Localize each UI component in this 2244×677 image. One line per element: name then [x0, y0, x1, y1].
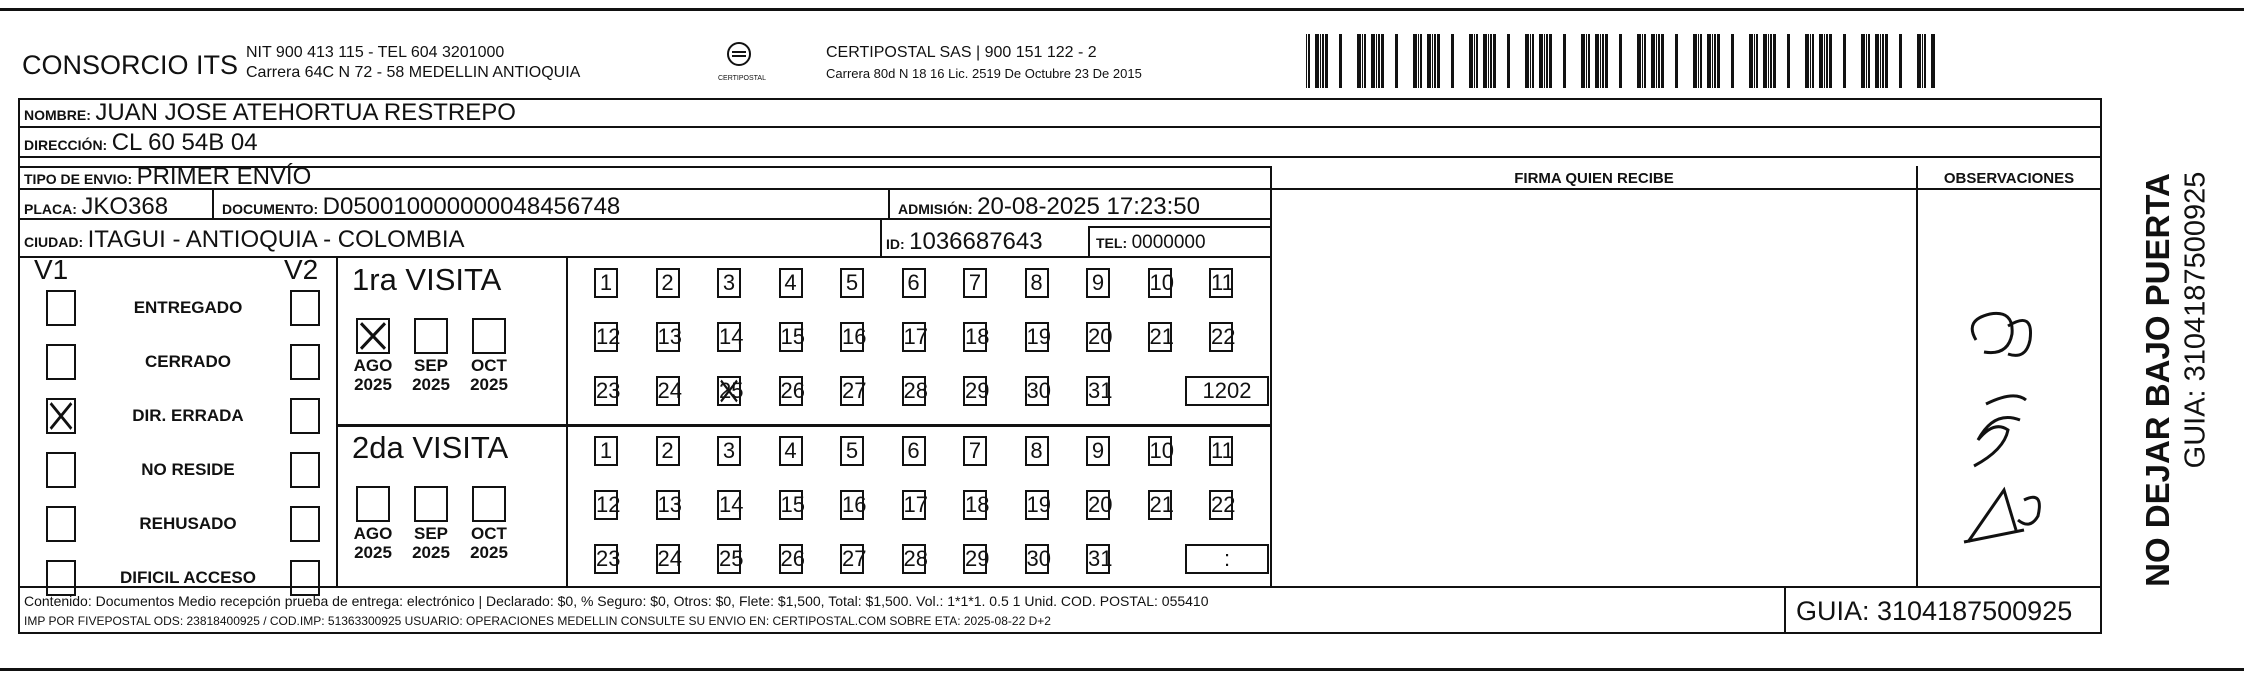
barcode-bar [1549, 34, 1552, 88]
day-checkbox[interactable]: 26 [779, 376, 803, 406]
barcode-bar [1469, 34, 1473, 88]
barcode-bar [1875, 34, 1879, 88]
month-label [464, 356, 514, 394]
barcode-bar [1749, 34, 1753, 88]
barcode-bar [1588, 34, 1590, 88]
barcode-bar [1493, 34, 1496, 88]
day-checkbox[interactable]: 30 [1025, 544, 1049, 574]
barcode-bar [1413, 34, 1417, 88]
day-checkbox[interactable]: 3 [717, 436, 741, 466]
day-checkbox[interactable]: 13 [656, 490, 680, 520]
day-checkbox[interactable]: 27 [840, 376, 864, 406]
v2-checkbox[interactable] [290, 506, 320, 542]
day-checkbox[interactable]: 13 [656, 322, 680, 352]
v2-label: V2 [284, 254, 319, 285]
day-checkbox[interactable]: 27 [840, 544, 864, 574]
day-checkbox[interactable]: 25 [717, 376, 741, 406]
day-checkbox[interactable]: 21 [1148, 322, 1172, 352]
barcode-bar [1378, 34, 1380, 88]
barcode-bar [1308, 34, 1310, 88]
tel-row [1096, 232, 1206, 254]
name-row [24, 99, 516, 127]
day-checkbox[interactable]: 17 [902, 490, 926, 520]
month-checkbox[interactable] [356, 486, 390, 522]
company-address: Carrera 64C N 72 - 58 MEDELLIN ANTIOQUIA [246, 64, 581, 81]
shipment-type: PRIMER ENVÍO [136, 163, 312, 190]
barcode-bar [1787, 34, 1790, 88]
barcode-bar [1773, 34, 1776, 88]
v2-checkbox[interactable] [290, 560, 320, 596]
footer-print-info: IMP POR FIVEPOSTAL ODS: 23818400925 / COD.IMP: 51363300925 USUARIO: OPERACIONES MEDELLIN CONSULTE SU ENVIO EN: CERTIPOSTAL.COM SOBRE ETA: 2025-08-22 D+2 [24, 614, 1051, 628]
barcode-bar [1364, 34, 1366, 88]
barcode-bar [1434, 34, 1436, 88]
day-checkbox[interactable]: 18 [963, 322, 987, 352]
barcode-bar [1885, 34, 1888, 88]
id-value: 1036687643 [909, 228, 1043, 255]
address-label: DIRECCIÓN: [24, 137, 108, 153]
month-year: 2025 [354, 543, 392, 562]
day-checkbox[interactable]: 5 [840, 436, 864, 466]
day-checkbox[interactable]: 16 [840, 490, 864, 520]
day-checkbox[interactable]: 14 [717, 322, 741, 352]
month-checkbox[interactable] [414, 318, 448, 354]
barcode-bar [1362, 34, 1363, 88]
barcode-bar [1880, 34, 1881, 88]
day-checkbox[interactable]: 16 [840, 322, 864, 352]
barcode-bar [1619, 34, 1622, 88]
name-label: NOMBRE: [24, 107, 91, 123]
status-label: ENTREGADO [133, 298, 243, 317]
barcode-bar [1600, 34, 1601, 88]
status-label: DIR. ERRADA [132, 406, 244, 425]
barcode-bar [1581, 34, 1585, 88]
signature-header: FIRMA QUIEN RECIBE [1514, 170, 1674, 187]
company-name: CONSORCIO ITS [22, 50, 239, 80]
barcode-bar [1693, 34, 1697, 88]
barcode-bar [1605, 34, 1608, 88]
day-checkbox[interactable]: 14 [717, 490, 741, 520]
barcode-bar [1922, 34, 1923, 88]
barcode-bar [1812, 34, 1814, 88]
carrier-license: Carrera 80d N 18 16 Lic. 2519 De Octubre 23 De 2015 [826, 66, 1142, 81]
v1-checkbox[interactable] [46, 344, 76, 380]
visit-time-field[interactable]: : [1185, 544, 1269, 574]
barcode-bar [1322, 34, 1324, 88]
day-checkbox[interactable]: 5 [840, 268, 864, 298]
day-checkbox[interactable]: 24 [656, 376, 680, 406]
barcode-bar [1866, 34, 1867, 88]
barcode-bar [1656, 34, 1657, 88]
day-checkbox[interactable]: 23 [594, 376, 618, 406]
day-checkbox[interactable]: 15 [779, 490, 803, 520]
barcode-bar [1924, 34, 1926, 88]
day-checkbox[interactable]: 28 [902, 376, 926, 406]
day-checkbox[interactable]: 8 [1025, 268, 1049, 298]
barcode-bar [1658, 34, 1660, 88]
shipment-type-row [24, 163, 311, 191]
day-checkbox[interactable]: 15 [779, 322, 803, 352]
month-checkbox[interactable] [414, 486, 448, 522]
month-label [348, 356, 398, 394]
footer-contents: Contenido: Documentos Medio recepción prueba de entrega: electrónico | Declarado: $0, % Seguro: $0, Otros: $0, Flete: $1,500, Total: $1,500. Vol.: 1*1*1. 0.5 1 Unid. COD. POSTAL: 055410 [24, 593, 1209, 609]
barcode-bar [1899, 34, 1902, 88]
barcode-bar [1700, 34, 1702, 88]
barcode-bar [1824, 34, 1825, 88]
barcode [1306, 34, 1938, 88]
day-checkbox[interactable]: 26 [779, 544, 803, 574]
barcode-bar [1819, 34, 1823, 88]
plate-label: PLACA: [24, 201, 77, 217]
day-checkbox[interactable]: 6 [902, 436, 926, 466]
barcode-bar [1451, 34, 1454, 88]
day-checkbox[interactable]: 12 [594, 322, 618, 352]
day-checkbox[interactable]: 6 [902, 268, 926, 298]
month-name: SEP [413, 524, 449, 543]
recipient-name: JUAN JOSE ATEHORTUA RESTREPO [95, 99, 516, 126]
day-checkbox[interactable]: 30 [1025, 376, 1049, 406]
barcode-bar [1917, 34, 1921, 88]
barcode-bar [1532, 34, 1534, 88]
city-row [24, 226, 465, 254]
month-label [406, 524, 456, 562]
day-checkbox[interactable]: 22 [1209, 490, 1233, 520]
v1-checkbox[interactable] [46, 560, 76, 596]
barcode-bar [1357, 34, 1361, 88]
x-mark [358, 320, 388, 352]
day-checkbox[interactable]: 20 [1086, 322, 1110, 352]
barcode-bar [1325, 34, 1328, 88]
barcode-bar [1602, 34, 1604, 88]
barcode-bar [1530, 34, 1531, 88]
v1-checkbox[interactable] [46, 506, 76, 542]
barcode-bar [1376, 34, 1377, 88]
barcode-bar [1810, 34, 1811, 88]
barcode-bar [1731, 34, 1734, 88]
barcode-bar [1712, 34, 1713, 88]
v2-checkbox[interactable] [290, 398, 320, 434]
barcode-bar [1931, 34, 1935, 88]
month-year: 2025 [470, 375, 508, 394]
barcode-bar [1427, 34, 1431, 88]
day-checkbox[interactable]: 18 [963, 490, 987, 520]
status-label: CERRADO [145, 352, 231, 371]
tel-label: TEL: [1096, 235, 1128, 251]
company-nit: NIT 900 413 115 - TEL 604 3201000 [246, 44, 505, 61]
day-checkbox[interactable]: 4 [779, 268, 803, 298]
month-name: AGO [353, 356, 393, 375]
v2-checkbox[interactable] [290, 290, 320, 326]
barcode-bar [1339, 34, 1342, 88]
status-label: REHUSADO [139, 514, 237, 533]
admission-row [898, 193, 1200, 221]
day-checkbox[interactable]: 29 [963, 544, 987, 574]
x-mark [719, 378, 739, 404]
visit-time-field[interactable]: 1202 [1185, 376, 1269, 406]
id-label: ID: [886, 236, 905, 252]
month-year: 2025 [470, 543, 508, 562]
barcode-bar [1395, 34, 1398, 88]
month-year: 2025 [412, 543, 450, 562]
day-checkbox[interactable]: 28 [902, 544, 926, 574]
barcode-bar [1714, 34, 1716, 88]
barcode-bar [1432, 34, 1433, 88]
month-checkbox[interactable] [472, 486, 506, 522]
day-checkbox[interactable]: 2 [656, 436, 680, 466]
day-checkbox[interactable]: 8 [1025, 436, 1049, 466]
barcode-bar [1754, 34, 1755, 88]
month-checkbox[interactable] [356, 318, 390, 354]
day-checkbox[interactable]: 17 [902, 322, 926, 352]
barcode-bar [1595, 34, 1599, 88]
city-label: CIUDAD: [24, 234, 84, 250]
barcode-bar [1805, 34, 1809, 88]
month-label [406, 356, 456, 394]
barcode-bar [1371, 34, 1375, 88]
month-checkbox[interactable] [472, 318, 506, 354]
day-checkbox[interactable]: 29 [963, 376, 987, 406]
barcode-bar [1546, 34, 1548, 88]
visit-title: 2da VISITA [352, 430, 509, 465]
barcode-bar [1763, 34, 1767, 88]
day-checkbox[interactable]: 23 [594, 544, 618, 574]
tel-value: 0000000 [1131, 232, 1206, 253]
day-checkbox[interactable]: 24 [656, 544, 680, 574]
day-checkbox[interactable]: 25 [717, 544, 741, 574]
day-checkbox[interactable]: 19 [1025, 322, 1049, 352]
id-row [886, 228, 1043, 256]
side-instruction: NO DEJAR BAJO PUERTA [2139, 173, 2176, 587]
v2-checkbox[interactable] [290, 344, 320, 380]
month-name: SEP [413, 356, 449, 375]
barcode-bar [1490, 34, 1492, 88]
barcode-bar [1826, 34, 1828, 88]
day-checkbox[interactable]: 20 [1086, 490, 1110, 520]
barcode-bar [1637, 34, 1641, 88]
barcode-bar [1868, 34, 1870, 88]
day-checkbox[interactable]: 19 [1025, 490, 1049, 520]
barcode-bar [1717, 34, 1720, 88]
barcode-bar [1418, 34, 1419, 88]
x-mark [48, 400, 74, 432]
barcode-bar [1420, 34, 1422, 88]
v1-checkbox[interactable] [46, 398, 76, 434]
day-checkbox[interactable]: 3 [717, 268, 741, 298]
barcode-bar [1843, 34, 1846, 88]
barcode-bar [1381, 34, 1384, 88]
day-checkbox[interactable]: 2 [656, 268, 680, 298]
v1-label: V1 [34, 254, 69, 285]
barcode-bar [1756, 34, 1758, 88]
v1-checkbox[interactable] [46, 290, 76, 326]
barcode-bar [1861, 34, 1865, 88]
barcode-bar [1488, 34, 1489, 88]
barcode-bar [1306, 34, 1307, 88]
document-value: D050010000000048456748 [322, 193, 621, 220]
day-checkbox[interactable]: 31 [1086, 376, 1110, 406]
barcode-bar [1563, 34, 1566, 88]
shipment-type-label: TIPO DE ENVIO: [24, 171, 133, 187]
plate-row [24, 193, 168, 221]
day-checkbox[interactable]: 11 [1209, 436, 1233, 466]
document-label: DOCUMENTO: [222, 201, 319, 217]
admission-value: 20-08-2025 17:23:50 [977, 193, 1200, 220]
city-value: ITAGUI - ANTIOQUIA - COLOMBIA [87, 226, 465, 253]
barcode-bar [1507, 34, 1510, 88]
day-checkbox[interactable]: 1 [594, 436, 618, 466]
barcode-bar [1544, 34, 1545, 88]
v1-checkbox[interactable] [46, 452, 76, 488]
barcode-bar [1525, 34, 1529, 88]
observation-handwriting [1934, 280, 2074, 560]
barcode-bar [1437, 34, 1440, 88]
footer-guide: GUIA: 3104187500925 [1796, 596, 2073, 626]
barcode-bar [1698, 34, 1699, 88]
month-label [464, 524, 514, 562]
month-name: OCT [471, 356, 507, 375]
barcode-bar [1882, 34, 1884, 88]
day-checkbox[interactable]: 21 [1148, 490, 1172, 520]
barcode-bar [1586, 34, 1587, 88]
barcode-bar [1675, 34, 1678, 88]
barcode-bar [1476, 34, 1478, 88]
month-year: 2025 [354, 375, 392, 394]
visit-title: 1ra VISITA [352, 262, 502, 297]
month-label [348, 524, 398, 562]
carrier-name: CERTIPOSTAL SAS | 900 151 122 - 2 [826, 44, 1097, 61]
day-checkbox[interactable]: 10 [1148, 436, 1172, 466]
day-checkbox[interactable]: 7 [963, 436, 987, 466]
barcode-bar [1315, 34, 1319, 88]
barcode-bar [1707, 34, 1711, 88]
carrier-logo-caption: CERTIPOSTAL [718, 75, 766, 82]
barcode-bar [1474, 34, 1475, 88]
month-name: OCT [471, 524, 507, 543]
observations-header: OBSERVACIONES [1943, 170, 2075, 187]
barcode-bar [1768, 34, 1769, 88]
barcode-bar [1644, 34, 1646, 88]
barcode-bar [1770, 34, 1772, 88]
barcode-bar [1661, 34, 1664, 88]
day-checkbox[interactable]: 9 [1086, 436, 1110, 466]
v2-checkbox[interactable] [290, 452, 320, 488]
plate-value: JKO368 [81, 193, 169, 220]
barcode-bar [1320, 34, 1321, 88]
barcode-bar [1651, 34, 1655, 88]
status-label: DIFICIL ACCESO [119, 568, 256, 587]
day-checkbox[interactable]: 4 [779, 436, 803, 466]
status-label: NO RESIDE [141, 460, 235, 479]
barcode-bar [1829, 34, 1832, 88]
barcode-bar [1642, 34, 1643, 88]
document-row [222, 193, 620, 221]
day-checkbox[interactable]: 12 [594, 490, 618, 520]
month-year: 2025 [412, 375, 450, 394]
barcode-bar [1483, 34, 1487, 88]
recipient-address: CL 60 54B 04 [111, 129, 258, 156]
side-guide: GUIA: 3104187500925 [2179, 171, 2212, 469]
day-checkbox[interactable]: 11 [1209, 268, 1233, 298]
day-checkbox[interactable]: 31 [1086, 544, 1110, 574]
carrier-logo [718, 40, 766, 86]
admission-label: ADMISIÓN: [898, 201, 973, 217]
day-checkbox[interactable]: 22 [1209, 322, 1233, 352]
address-row [24, 129, 258, 157]
day-checkbox[interactable]: 10 [1148, 268, 1172, 298]
day-checkbox[interactable]: 7 [963, 268, 987, 298]
month-name: AGO [353, 524, 393, 543]
day-checkbox[interactable]: 1 [594, 268, 618, 298]
barcode-bar [1539, 34, 1543, 88]
day-checkbox[interactable]: 9 [1086, 268, 1110, 298]
